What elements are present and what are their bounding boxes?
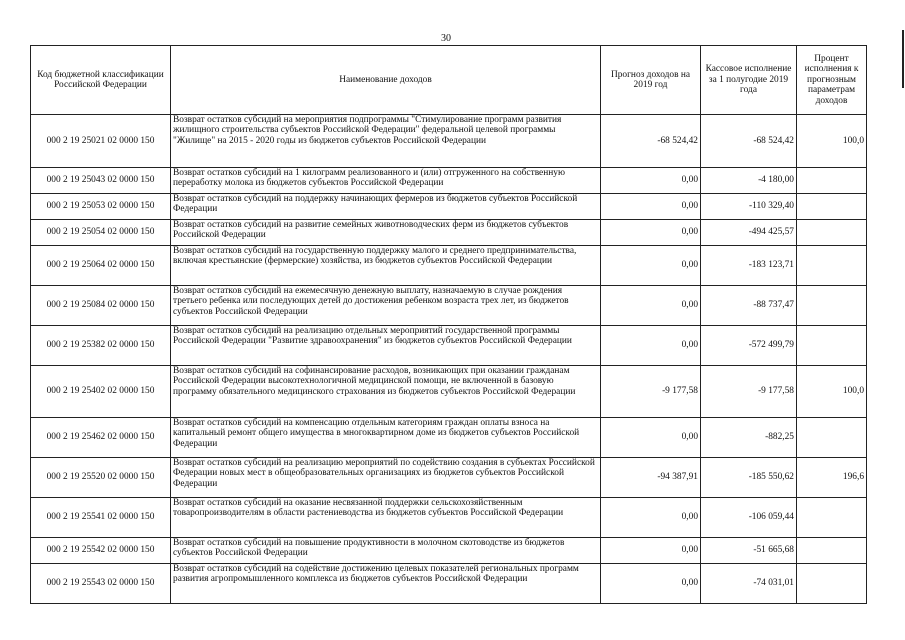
row-code: 000 2 19 25541 02 0000 150 <box>31 498 171 538</box>
row-name: Возврат остатков субсидий на ежемесячную денежную выплату, назначаемую в случае рождения третьего ребенка или последующих детей до достижения ребенком возраста трех лет, из бюджетов субъектов Российской Федерации <box>171 286 601 326</box>
budget-income-table <box>30 45 867 604</box>
row-percent <box>797 246 867 286</box>
page-number: 30 <box>441 33 451 44</box>
row-cash: -494 425,57 <box>701 220 797 246</box>
row-forecast: 0,00 <box>601 538 701 564</box>
row-percent <box>797 418 867 458</box>
row-name: Возврат остатков субсидий на развитие семейных животноводческих ферм из бюджетов субъектов Российской Федерации <box>171 220 601 246</box>
table-row <box>31 286 867 326</box>
row-forecast: 0,00 <box>601 564 701 604</box>
row-percent <box>797 220 867 246</box>
row-cash: -185 550,62 <box>701 458 797 498</box>
row-name: Возврат остатков субсидий на реализацию отдельных мероприятий государственной программы Российской Федерации "Развитие здравоохранения" из бюджетов субъектов Российской Федерации <box>171 326 601 366</box>
row-code: 000 2 19 25043 02 0000 150 <box>31 168 171 194</box>
table-row <box>31 220 867 246</box>
row-name: Возврат остатков субсидий на содействие достижению целевых показателей региональных программ развития агропромышленного комплекса из бюджетов субъектов Российской Федерации <box>171 564 601 604</box>
header-percent: Процент исполнения к прогнозным параметрам доходов <box>797 46 867 115</box>
row-cash: -68 524,42 <box>701 115 797 168</box>
row-name: Возврат остатков субсидий на государственную поддержку малого и среднего предпринимательства, включая крестьянские (фермерские) хозяйства, из бюджетов субъектов Российской Федерации <box>171 246 601 286</box>
row-cash: -51 665,68 <box>701 538 797 564</box>
row-code: 000 2 19 25462 02 0000 150 <box>31 418 171 458</box>
row-forecast: 0,00 <box>601 246 701 286</box>
row-forecast: 0,00 <box>601 194 701 220</box>
row-code: 000 2 19 25542 02 0000 150 <box>31 538 171 564</box>
row-code: 000 2 19 25084 02 0000 150 <box>31 286 171 326</box>
table-row <box>31 538 867 564</box>
row-percent <box>797 498 867 538</box>
row-percent <box>797 286 867 326</box>
row-forecast: 0,00 <box>601 498 701 538</box>
row-percent: 100,0 <box>797 115 867 168</box>
row-cash: -882,25 <box>701 418 797 458</box>
row-code: 000 2 19 25064 02 0000 150 <box>31 246 171 286</box>
table-row <box>31 564 867 604</box>
row-name: Возврат остатков субсидий на софинансирование расходов, возникающих при оказании гражданам Российской Федерации высокотехнологичной медицинской помощи, не включенной в базовую программу обязательного медицинского страхования из бюджетов субъектов Российской Федерации <box>171 366 601 418</box>
row-forecast: -68 524,42 <box>601 115 701 168</box>
row-code: 000 2 19 25054 02 0000 150 <box>31 220 171 246</box>
table-row <box>31 366 867 418</box>
row-percent <box>797 564 867 604</box>
row-percent: 100,0 <box>797 366 867 418</box>
table-row <box>31 194 867 220</box>
row-cash: -88 737,47 <box>701 286 797 326</box>
row-cash: -4 180,00 <box>701 168 797 194</box>
row-name: Возврат остатков субсидий на поддержку начинающих фермеров из бюджетов субъектов Российской Федерации <box>171 194 601 220</box>
row-cash: -183 123,71 <box>701 246 797 286</box>
row-cash: -9 177,58 <box>701 366 797 418</box>
row-code: 000 2 19 25520 02 0000 150 <box>31 458 171 498</box>
row-cash: -572 499,79 <box>701 326 797 366</box>
row-name: Возврат остатков субсидий на мероприятия подпрограммы "Стимулирование программ развития жилищного строительства субъектов Российской Федерации" федеральной целевой программы "Жилище" на 2015 - 2020 годы из бюджетов субъектов Российской Федерации <box>171 115 601 168</box>
row-cash: -110 329,40 <box>701 194 797 220</box>
table-row <box>31 498 867 538</box>
table-row <box>31 418 867 458</box>
row-forecast: 0,00 <box>601 326 701 366</box>
row-forecast: 0,00 <box>601 220 701 246</box>
row-forecast: -94 387,91 <box>601 458 701 498</box>
header-code: Код бюджетной классификации Российской Федерации <box>31 46 171 115</box>
page-edge-line <box>902 30 904 88</box>
row-percent: 196,6 <box>797 458 867 498</box>
row-code: 000 2 19 25053 02 0000 150 <box>31 194 171 220</box>
row-name: Возврат остатков субсидий на 1 килограмм реализованного и (или) отгруженного на собственную переработку молока из бюджетов субъектов Российской Федерации <box>171 168 601 194</box>
table-row <box>31 168 867 194</box>
row-code: 000 2 19 25543 02 0000 150 <box>31 564 171 604</box>
row-cash: -106 059,44 <box>701 498 797 538</box>
row-forecast: 0,00 <box>601 286 701 326</box>
row-name: Возврат остатков субсидий на компенсацию отдельным категориям граждан оплаты взноса на капитальный ремонт общего имущества в многоквартирном доме из бюджетов субъектов Российской Федерации <box>171 418 601 458</box>
row-code: 000 2 19 25382 02 0000 150 <box>31 326 171 366</box>
row-name: Возврат остатков субсидий на реализацию мероприятий по содействию создания в субъектах Российской Федерации новых мест в общеобразовательных организациях из бюджетов субъектов Российской Федерации <box>171 458 601 498</box>
row-percent <box>797 194 867 220</box>
row-forecast: 0,00 <box>601 168 701 194</box>
table-row <box>31 458 867 498</box>
table-header-row <box>31 46 867 115</box>
header-name: Наименование доходов <box>171 46 601 115</box>
row-percent <box>797 538 867 564</box>
table-row <box>31 326 867 366</box>
row-name: Возврат остатков субсидий на оказание несвязанной поддержки сельскохозяйственным товаропроизводителям в области растениеводства из бюджетов субъектов Российской Федерации <box>171 498 601 538</box>
table-row <box>31 115 867 168</box>
header-forecast: Прогноз доходов на 2019 год <box>601 46 701 115</box>
row-cash: -74 031,01 <box>701 564 797 604</box>
row-percent <box>797 168 867 194</box>
row-forecast: -9 177,58 <box>601 366 701 418</box>
row-percent <box>797 326 867 366</box>
row-forecast: 0,00 <box>601 418 701 458</box>
table-row <box>31 246 867 286</box>
header-cash: Кассовое исполнение за 1 полугодие 2019 года <box>701 46 797 115</box>
row-code: 000 2 19 25021 02 0000 150 <box>31 115 171 168</box>
row-code: 000 2 19 25402 02 0000 150 <box>31 366 171 418</box>
row-name: Возврат остатков субсидий на повышение продуктивности в молочном скотоводстве из бюджетов субъектов Российской Федерации <box>171 538 601 564</box>
